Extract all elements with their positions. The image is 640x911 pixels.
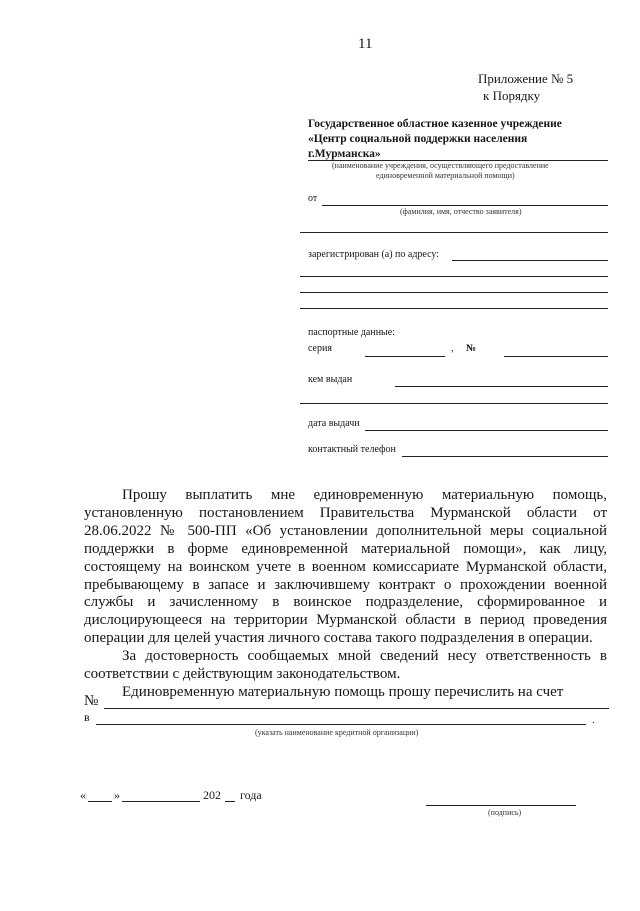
date-quote-open: «: [80, 788, 86, 802]
account-number-sign: №: [84, 693, 99, 709]
from-label: от: [308, 193, 318, 204]
institution-caption-line2: единовременной материальной помощи): [376, 171, 515, 180]
date-day-field[interactable]: [88, 801, 112, 802]
institution-caption-line1: (наименование учреждения, осуществляющего предоставление: [332, 161, 549, 170]
date-year-prefix: 202: [203, 788, 221, 802]
institution-name-line1: Государственное областное казенное учреждение: [308, 118, 562, 130]
passport-data-label: паспортные данные:: [308, 327, 395, 338]
issued-by-field-line-1[interactable]: [395, 386, 608, 387]
institution-name-line2: «Центр социальной поддержки населения: [308, 133, 528, 145]
from-field-line-2[interactable]: [300, 232, 608, 233]
passport-series-field[interactable]: [365, 356, 445, 357]
request-paragraph: Прошу выплатить мне единовременную материальную помощь, установленную постановлением Правительства Мурманской области от 28.06.2022 № 500-ПП «Об установлении дополнительной меры социальной поддержки в форме единовременной материальной помощи», как лицу, состоящему на воинском учете в военном комиссариате Мурманской области, пребывающему в запасе и заключившему контракт о прохождении военной службы и зачисленному в воинское подразделение, сформированное и дислоцирующееся на территории Мурманской области в период проведения операции для целей участия личного состава такого подразделения в операции.: [84, 487, 607, 647]
phone-field[interactable]: [402, 456, 608, 457]
signature-caption: (подпись): [488, 808, 522, 817]
application-body: [84, 487, 607, 702]
issued-by-label: кем выдан: [308, 374, 353, 385]
transfer-paragraph: Единовременную материальную помощь прошу перечислить на счет: [122, 683, 564, 700]
passport-number-label: №: [466, 343, 477, 354]
date-year-field[interactable]: [225, 801, 235, 802]
address-field-line-1[interactable]: [452, 260, 608, 261]
registered-address-label: зарегистрирован (а) по адресу:: [308, 249, 440, 260]
address-field-line-3[interactable]: [300, 292, 608, 293]
institution-name-line3: г.Мурманска»: [308, 148, 381, 160]
issue-date-label: дата выдачи: [308, 418, 360, 429]
page-number: 11: [358, 36, 373, 52]
appendix-title: Приложение № 5: [478, 71, 574, 86]
date-quote-close: »: [114, 788, 120, 802]
account-number-field[interactable]: [104, 708, 609, 709]
passport-comma: ,: [451, 343, 454, 354]
address-field-line-4[interactable]: [300, 308, 608, 309]
date-month-field[interactable]: [122, 801, 200, 802]
bank-in-label: в: [84, 710, 90, 724]
bank-caption: (указать наименование кредитной организации): [255, 728, 419, 737]
issued-by-field-line-2[interactable]: [300, 403, 608, 404]
phone-label: контактный телефон: [308, 444, 396, 455]
address-field-line-2[interactable]: [300, 276, 608, 277]
bank-line-period: .: [592, 712, 595, 726]
appendix-subtitle: к Порядку: [483, 88, 541, 103]
passport-number-field[interactable]: [504, 356, 608, 357]
issue-date-field[interactable]: [365, 430, 608, 431]
passport-series-label: серия: [308, 343, 332, 354]
bank-name-field[interactable]: [96, 724, 586, 725]
signature-field[interactable]: [426, 805, 576, 806]
from-caption: (фамилия, имя, отчество заявителя): [400, 207, 522, 216]
date-year-word: года: [240, 788, 262, 802]
from-field-line[interactable]: [322, 205, 608, 206]
responsibility-paragraph: За достоверность сообщаемых мной сведений несу ответственность в соответствии с действующим законодательством.: [84, 648, 607, 683]
